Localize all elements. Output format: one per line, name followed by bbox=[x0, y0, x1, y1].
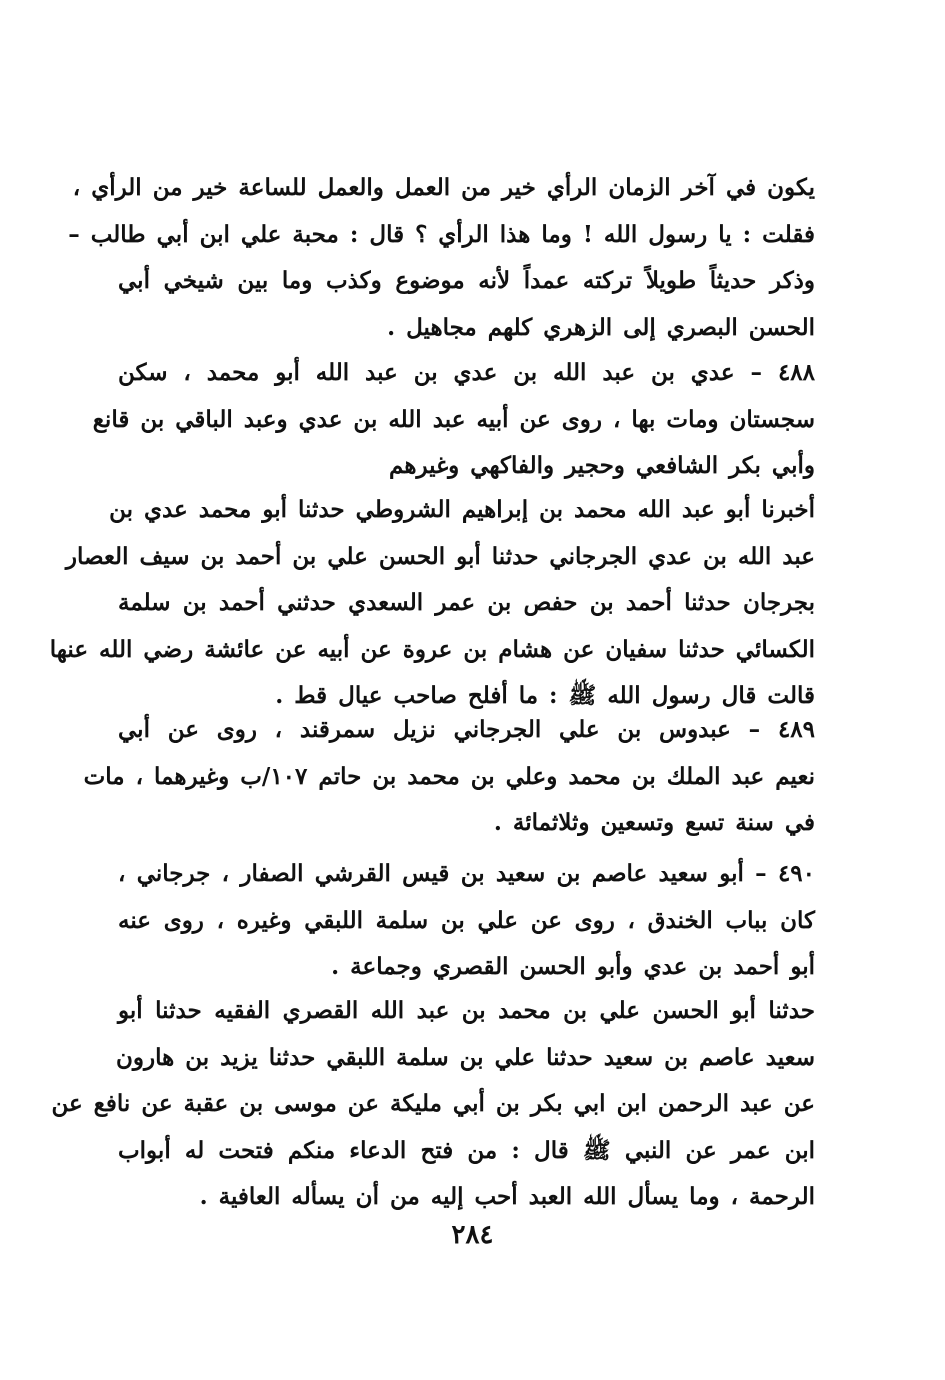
text-line: ابن عمر عن النبي ﷺ قال : من فتح الدعاء منكم فتحت له أبواب bbox=[118, 1136, 815, 1164]
text-line: سعيد عاصم بن سعيد حدثنا علي بن سلمة اللبقي حدثنا يزيد بن هارون bbox=[115, 1043, 815, 1071]
text-line: وأبي بكر الشافعي وحجير والفاكهي وغيرهم bbox=[389, 452, 815, 479]
text-line: ٤٨٨ – عدي بن عبد الله بن عدي بن عبد الله أبو محمد ، سكن bbox=[118, 359, 815, 386]
text-line: الكسائي حدثنا سفيان عن هشام بن عروة عن أبيه عن عائشة رضي الله عنها bbox=[49, 635, 815, 663]
text-line: وذكر حديثاً طويلاً تركته عمداً لأنه موضوع وكذب وما بين شيخي أبي bbox=[118, 267, 815, 294]
text-line: يكون في آخر الزمان الرأي خير من العمل والعمل للساعة خير من الرأي ، bbox=[72, 174, 815, 201]
text-line: قالت قال رسول الله ﷺ : ما أفلح صاحب عيال قط . bbox=[275, 682, 815, 709]
text-line: نعيم عبد الملك بن محمد وعلي بن محمد بن حاتم ١٠٧/ب وغيرهما ، مات bbox=[83, 762, 815, 790]
text-line: عبد الله بن عدي الجرجاني حدثنا أبو الحسن علي بن أحمد بن سيف العصار bbox=[65, 542, 815, 570]
text-line: أخبرنا أبو عبد الله محمد بن إبراهيم الشروطي حدثنا أبو محمد عدي بن bbox=[109, 496, 815, 523]
text-line: عن عبد الرحمن ابن ابي بكر بن أبي مليكة عن موسى بن عقبة عن نافع عن bbox=[51, 1090, 815, 1117]
text-line: ٤٩٠ – أبو سعيد عاصم بن سعيد بن قيس القرشي الصفار ، جرجاني ، bbox=[118, 860, 815, 887]
page-number: ٢٨٤ bbox=[451, 1220, 494, 1250]
text-line: بجرجان حدثنا أحمد بن حفص بن عمر السعدي حدثني أحمد بن سلمة bbox=[118, 589, 815, 616]
text-line: كان بباب الخندق ، روى عن علي بن سلمة اللبقي وغيره ، روى عنه bbox=[118, 906, 815, 934]
text-line: أبو أحمد بن عدي وأبو الحسن القصري وجماعة . bbox=[331, 953, 815, 980]
text-line: ٤٨٩ – عبدوس بن علي الجرجاني نزيل سمرقند ، روى عن أبي bbox=[118, 716, 815, 743]
paragraph-entry-490 bbox=[118, 851, 815, 991]
paragraph-entry-488 bbox=[92, 350, 815, 490]
text-line: الرحمة ، وما يسأل الله العبد أحب إليه من أن يسأله العافية . bbox=[199, 1183, 815, 1210]
paragraph-entry-489 bbox=[83, 707, 815, 847]
text-line: الحسن البصري إلى الزهري كلهم مجاهيل . bbox=[387, 313, 815, 341]
paragraph-hadith-continuation bbox=[68, 165, 815, 351]
paragraph-isnad-488 bbox=[49, 487, 815, 720]
text-line: حدثنا أبو الحسن علي بن محمد بن عبد الله القصري الفقيه حدثنا أبو bbox=[118, 997, 815, 1024]
paragraph-isnad-490 bbox=[51, 988, 815, 1221]
text-line: فقلت : يا رسول الله ! وما هذا الرأي ؟ قال : محبة علي ابن أبي طالب – bbox=[68, 220, 815, 248]
text-line: سجستان ومات بها ، روى عن أبيه عبد الله بن عدي وعبد الباقي بن قانع bbox=[92, 405, 815, 433]
text-line: في سنة تسع وتسعين وثلاثمائة . bbox=[493, 809, 815, 836]
